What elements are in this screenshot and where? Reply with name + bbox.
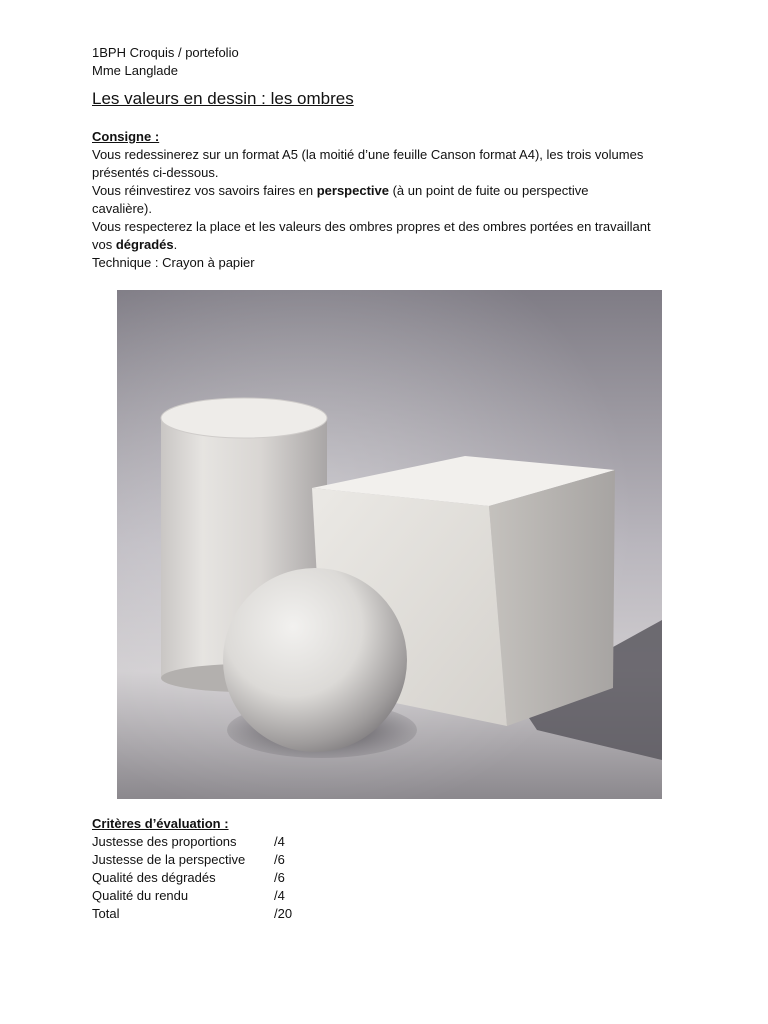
criteria-score: /4	[274, 888, 285, 903]
criteria-label: Qualité du rendu	[92, 888, 189, 903]
still-life-photo	[117, 290, 662, 799]
header-class-line: 1BPH Croquis / portefolio	[92, 45, 239, 60]
criteria-row	[92, 905, 292, 923]
criteria-row	[92, 887, 292, 905]
criteria-score: /6	[274, 852, 285, 867]
page-title: Les valeurs en dessin : les ombres	[92, 89, 354, 108]
criteria-score: /6	[274, 870, 285, 885]
consigne-paragraph-4: Technique : Crayon à papier	[92, 255, 255, 270]
consigne-p3-start: Vous respecterez la place et les valeurs des ombres propres et des ombres portées en travaillant vos	[92, 219, 651, 252]
criteria-row	[92, 851, 292, 869]
criteria-heading: Critères d’évaluation :	[92, 816, 229, 831]
consigne-text	[92, 146, 652, 272]
consigne-p2-bold: perspective	[316, 183, 389, 198]
criteria-score: /4	[274, 834, 285, 849]
consigne-p3-end: .	[173, 237, 178, 252]
criteria-list	[92, 833, 292, 923]
criteria-label: Justesse des proportions	[92, 834, 237, 849]
criteria-label: Justesse de la perspective	[92, 852, 246, 867]
sphere-shape	[223, 568, 407, 752]
criteria-label: Total	[92, 906, 120, 921]
consigne-p2-start: Vous réinvestirez vos savoirs faires en	[92, 183, 317, 198]
consigne-paragraph-2	[92, 182, 652, 218]
criteria-label: Qualité des dégradés	[92, 870, 216, 885]
criteria-row	[92, 869, 292, 887]
criteria-row	[92, 833, 292, 851]
consigne-p2-end: (à un point de fuite ou perspective cavalière).	[92, 183, 589, 216]
consigne-heading: Consigne :	[92, 129, 160, 144]
consigne-p3-bold: dégradés	[115, 237, 174, 252]
criteria-score: /20	[274, 906, 293, 921]
consigne-paragraph-3	[92, 218, 652, 254]
consigne-paragraph-1: Vous redessinerez sur un format A5 (la moitié d’une feuille Canson format A4), les trois volumes présentés ci-dessous.	[92, 147, 644, 180]
header-teacher-line: Mme Langlade	[92, 63, 178, 78]
